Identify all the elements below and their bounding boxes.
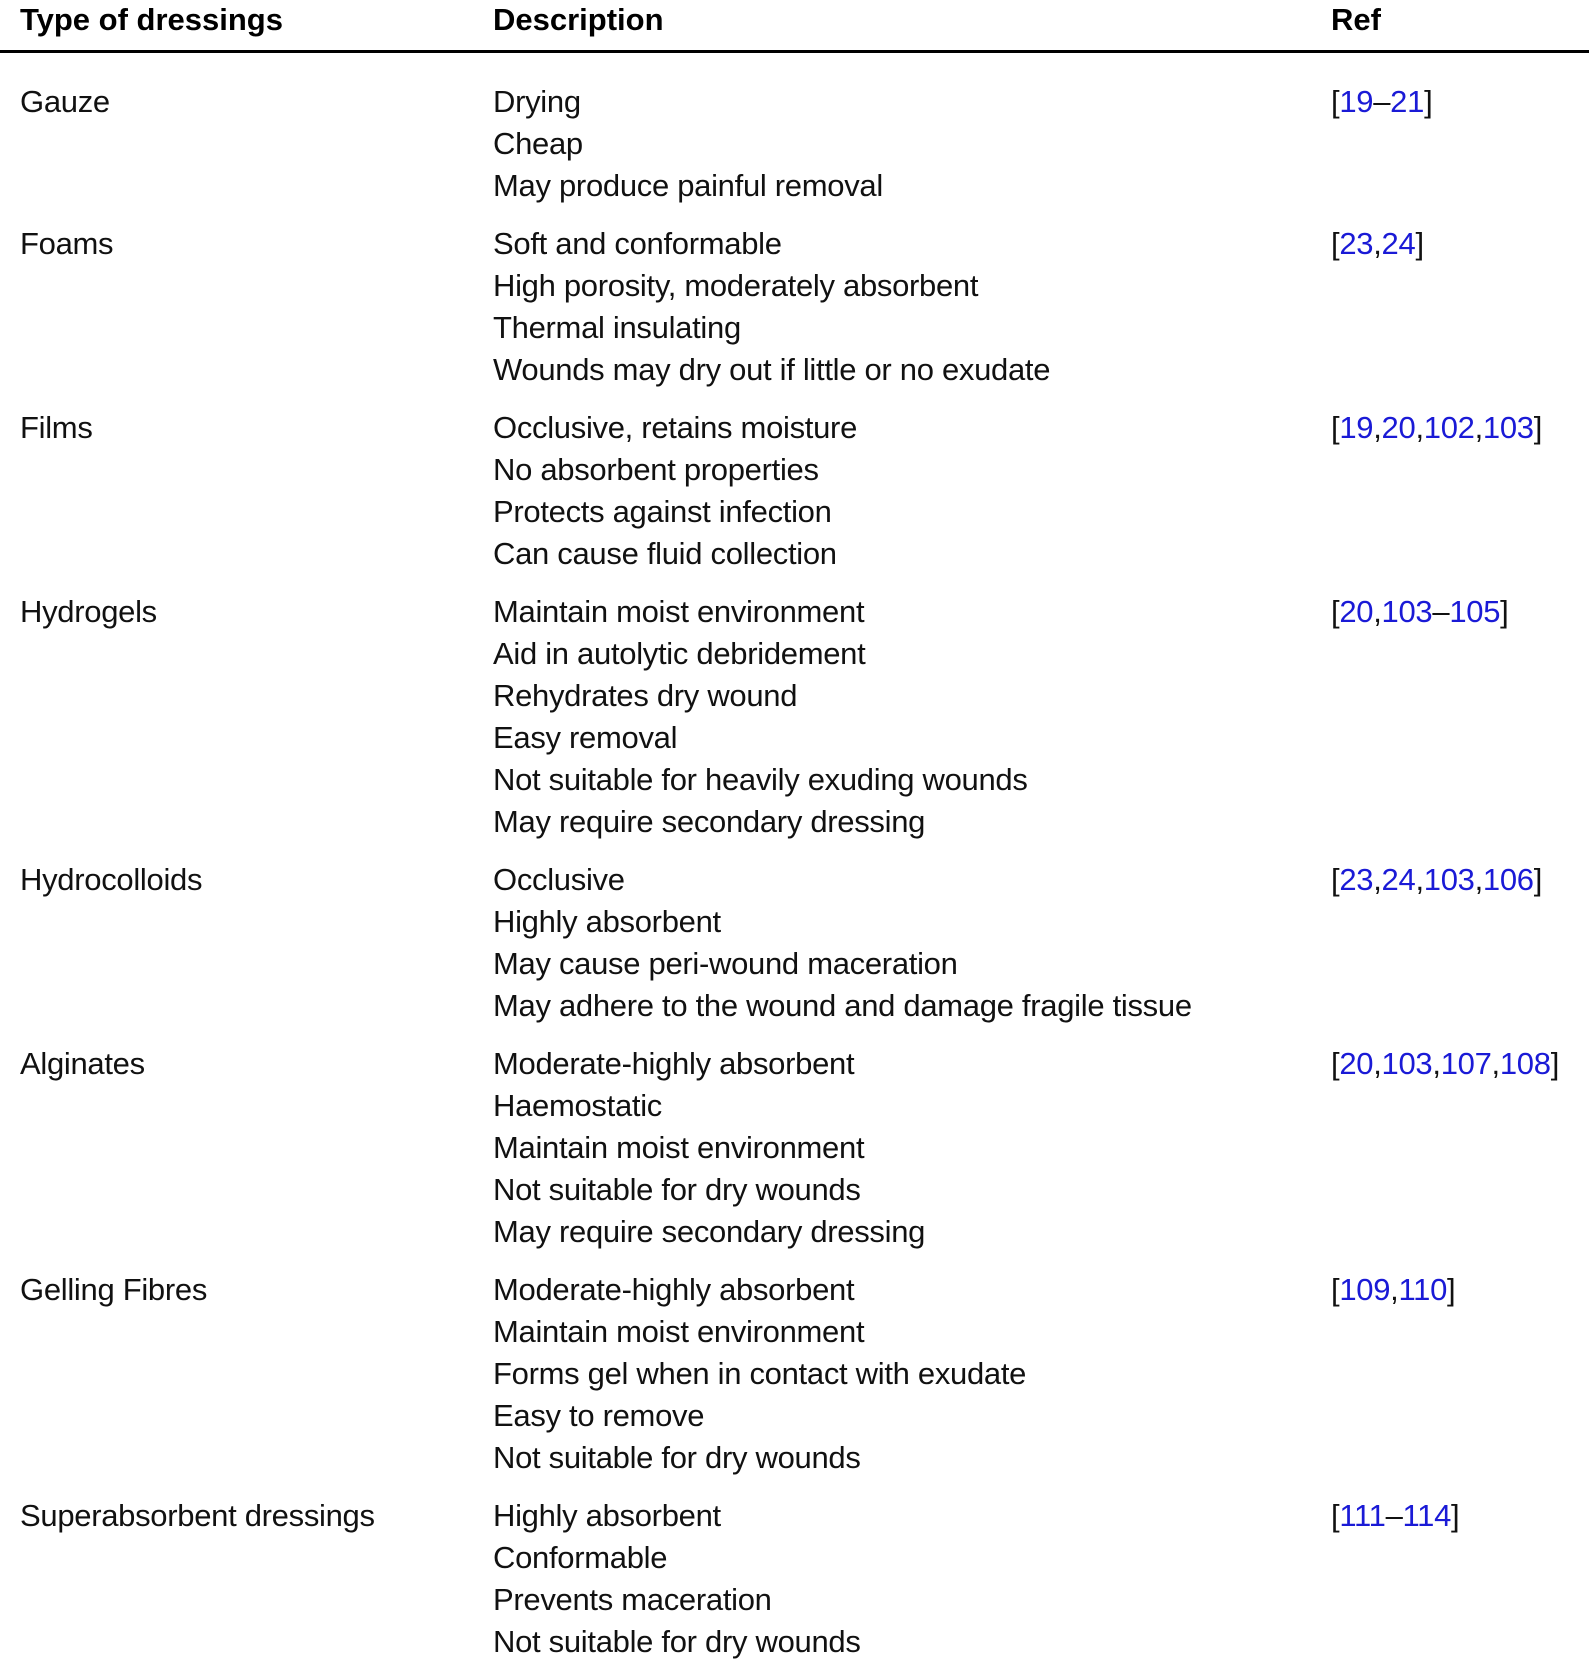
description-line: Thermal insulating bbox=[493, 310, 741, 345]
description-line: No absorbent properties bbox=[493, 452, 819, 487]
dressing-description bbox=[493, 407, 1313, 575]
description-line: May adhere to the wound and damage fragile tissue bbox=[493, 988, 1192, 1023]
reference-separator: – bbox=[1432, 594, 1450, 629]
description-line: Maintain moist environment bbox=[493, 1314, 865, 1349]
description-line: Not suitable for dry wounds bbox=[493, 1624, 861, 1659]
header-ref: Ref bbox=[1331, 2, 1381, 37]
reference-link[interactable]: 102 bbox=[1423, 410, 1475, 445]
description-line: Can cause fluid collection bbox=[493, 536, 837, 571]
reference-link[interactable]: 114 bbox=[1402, 1498, 1452, 1533]
description-line: Soft and conformable bbox=[493, 226, 782, 261]
reference-link[interactable]: 24 bbox=[1381, 862, 1416, 897]
dressing-description bbox=[493, 1043, 1313, 1253]
description-line: May require secondary dressing bbox=[493, 804, 926, 839]
reference-link[interactable]: 109 bbox=[1339, 1272, 1391, 1307]
description-line: Highly absorbent bbox=[493, 904, 721, 939]
dressing-description bbox=[493, 81, 1313, 207]
reference-bracket: [ bbox=[1331, 1272, 1340, 1307]
reference-link[interactable]: 103 bbox=[1423, 862, 1475, 897]
dressing-description bbox=[493, 591, 1313, 843]
dressing-description bbox=[493, 1495, 1313, 1663]
reference-link[interactable]: 107 bbox=[1440, 1046, 1492, 1081]
description-line: Rehydrates dry wound bbox=[493, 678, 798, 713]
reference-bracket: [ bbox=[1331, 1046, 1340, 1081]
description-line: May require secondary dressing bbox=[493, 1214, 926, 1249]
reference-separator: , bbox=[1373, 862, 1382, 897]
reference-link[interactable]: 23 bbox=[1339, 862, 1374, 897]
dressing-description bbox=[493, 859, 1313, 1027]
dressing-type: Gauze bbox=[20, 84, 110, 119]
reference-cell bbox=[1331, 81, 1432, 123]
dressing-type: Superabsorbent dressings bbox=[20, 1498, 375, 1533]
dressing-type: Hydrocolloids bbox=[20, 862, 203, 897]
reference-link[interactable]: 108 bbox=[1499, 1046, 1551, 1081]
reference-link[interactable]: 103 bbox=[1482, 410, 1534, 445]
reference-cell bbox=[1331, 1269, 1455, 1311]
reference-link[interactable]: 24 bbox=[1381, 226, 1416, 261]
description-line: Conformable bbox=[493, 1540, 668, 1575]
description-line: May produce painful removal bbox=[493, 168, 883, 203]
reference-cell bbox=[1331, 407, 1542, 449]
reference-separator: , bbox=[1373, 594, 1382, 629]
reference-separator: , bbox=[1415, 862, 1424, 897]
table-row bbox=[0, 223, 1589, 391]
reference-cell bbox=[1331, 1043, 1559, 1085]
description-line: Moderate-highly absorbent bbox=[493, 1272, 855, 1307]
description-line: High porosity, moderately absorbent bbox=[493, 268, 979, 303]
reference-link[interactable]: 103 bbox=[1381, 1046, 1433, 1081]
description-line: Easy to remove bbox=[493, 1398, 705, 1433]
reference-link[interactable]: 111 bbox=[1339, 1498, 1386, 1533]
reference-bracket: [ bbox=[1331, 1498, 1340, 1533]
reference-bracket: [ bbox=[1331, 862, 1340, 897]
description-line: Occlusive, retains moisture bbox=[493, 410, 858, 445]
description-line: Moderate-highly absorbent bbox=[493, 1046, 855, 1081]
reference-link[interactable]: 19 bbox=[1339, 410, 1374, 445]
reference-separator: , bbox=[1474, 862, 1483, 897]
reference-link[interactable]: 20 bbox=[1339, 594, 1374, 629]
reference-cell bbox=[1331, 1495, 1459, 1537]
table-row bbox=[0, 1495, 1589, 1663]
reference-bracket: ] bbox=[1533, 862, 1543, 897]
reference-bracket: ] bbox=[1500, 594, 1509, 629]
reference-separator: , bbox=[1432, 1046, 1441, 1081]
reference-bracket: ] bbox=[1550, 1046, 1560, 1081]
description-line: Occlusive bbox=[493, 862, 625, 897]
reference-link[interactable]: 106 bbox=[1482, 862, 1534, 897]
description-line: Not suitable for dry wounds bbox=[493, 1440, 861, 1475]
reference-cell bbox=[1331, 859, 1542, 901]
reference-bracket: ] bbox=[1424, 84, 1433, 119]
reference-separator: , bbox=[1373, 410, 1382, 445]
reference-bracket: [ bbox=[1331, 410, 1340, 445]
description-line: Cheap bbox=[493, 126, 583, 161]
reference-bracket: ] bbox=[1533, 410, 1543, 445]
reference-link[interactable]: 19 bbox=[1339, 84, 1374, 119]
reference-bracket: ] bbox=[1415, 226, 1424, 261]
reference-bracket: [ bbox=[1331, 594, 1340, 629]
table-row bbox=[0, 591, 1589, 843]
description-line: Easy removal bbox=[493, 720, 678, 755]
dressing-type: Gelling Fibres bbox=[20, 1272, 208, 1307]
table-row bbox=[0, 1043, 1589, 1253]
reference-bracket: ] bbox=[1447, 1272, 1456, 1307]
reference-link[interactable]: 20 bbox=[1381, 410, 1416, 445]
reference-separator: , bbox=[1491, 1046, 1500, 1081]
reference-link[interactable]: 105 bbox=[1449, 594, 1501, 629]
reference-cell bbox=[1331, 223, 1424, 265]
table-row bbox=[0, 81, 1589, 207]
reference-bracket: ] bbox=[1451, 1498, 1460, 1533]
reference-separator: , bbox=[1373, 226, 1382, 261]
description-line: May cause peri-wound maceration bbox=[493, 946, 958, 981]
dressing-description bbox=[493, 1269, 1313, 1479]
dressing-type: Alginates bbox=[20, 1046, 145, 1081]
reference-bracket: [ bbox=[1331, 84, 1340, 119]
description-line: Drying bbox=[493, 84, 581, 119]
description-line: Protects against infection bbox=[493, 494, 832, 529]
table-row bbox=[0, 859, 1589, 1027]
reference-link[interactable]: 21 bbox=[1390, 84, 1425, 119]
reference-link[interactable]: 20 bbox=[1339, 1046, 1374, 1081]
reference-separator: , bbox=[1415, 410, 1424, 445]
reference-cell bbox=[1331, 591, 1508, 633]
description-line: Maintain moist environment bbox=[493, 594, 865, 629]
description-line: Haemostatic bbox=[493, 1088, 662, 1123]
reference-separator: , bbox=[1390, 1272, 1399, 1307]
reference-link[interactable]: 23 bbox=[1339, 226, 1374, 261]
table-row bbox=[0, 1269, 1589, 1479]
reference-separator: , bbox=[1474, 410, 1483, 445]
table-row bbox=[0, 407, 1589, 575]
description-line: Highly absorbent bbox=[493, 1498, 721, 1533]
reference-bracket: [ bbox=[1331, 226, 1340, 261]
dressing-description bbox=[493, 223, 1313, 391]
reference-link[interactable]: 110 bbox=[1398, 1272, 1448, 1307]
dressing-type: Foams bbox=[20, 226, 114, 261]
description-line: Not suitable for heavily exuding wounds bbox=[493, 762, 1028, 797]
description-line: Maintain moist environment bbox=[493, 1130, 865, 1165]
header-description: Description bbox=[493, 2, 664, 37]
table-body bbox=[0, 81, 1589, 1663]
header-type-of-dressings: Type of dressings bbox=[20, 2, 283, 37]
description-line: Forms gel when in contact with exudate bbox=[493, 1356, 1027, 1391]
description-line: Wounds may dry out if little or no exudate bbox=[493, 352, 1051, 387]
reference-separator: – bbox=[1385, 1498, 1403, 1533]
dressing-type: Hydrogels bbox=[20, 594, 157, 629]
reference-separator: , bbox=[1373, 1046, 1382, 1081]
description-line: Aid in autolytic debridement bbox=[493, 636, 866, 671]
description-line: Not suitable for dry wounds bbox=[493, 1172, 861, 1207]
dressing-type: Films bbox=[20, 410, 93, 445]
table-header bbox=[0, 0, 1589, 53]
description-line: Prevents maceration bbox=[493, 1582, 772, 1617]
reference-separator: – bbox=[1373, 84, 1391, 119]
reference-link[interactable]: 103 bbox=[1381, 594, 1433, 629]
